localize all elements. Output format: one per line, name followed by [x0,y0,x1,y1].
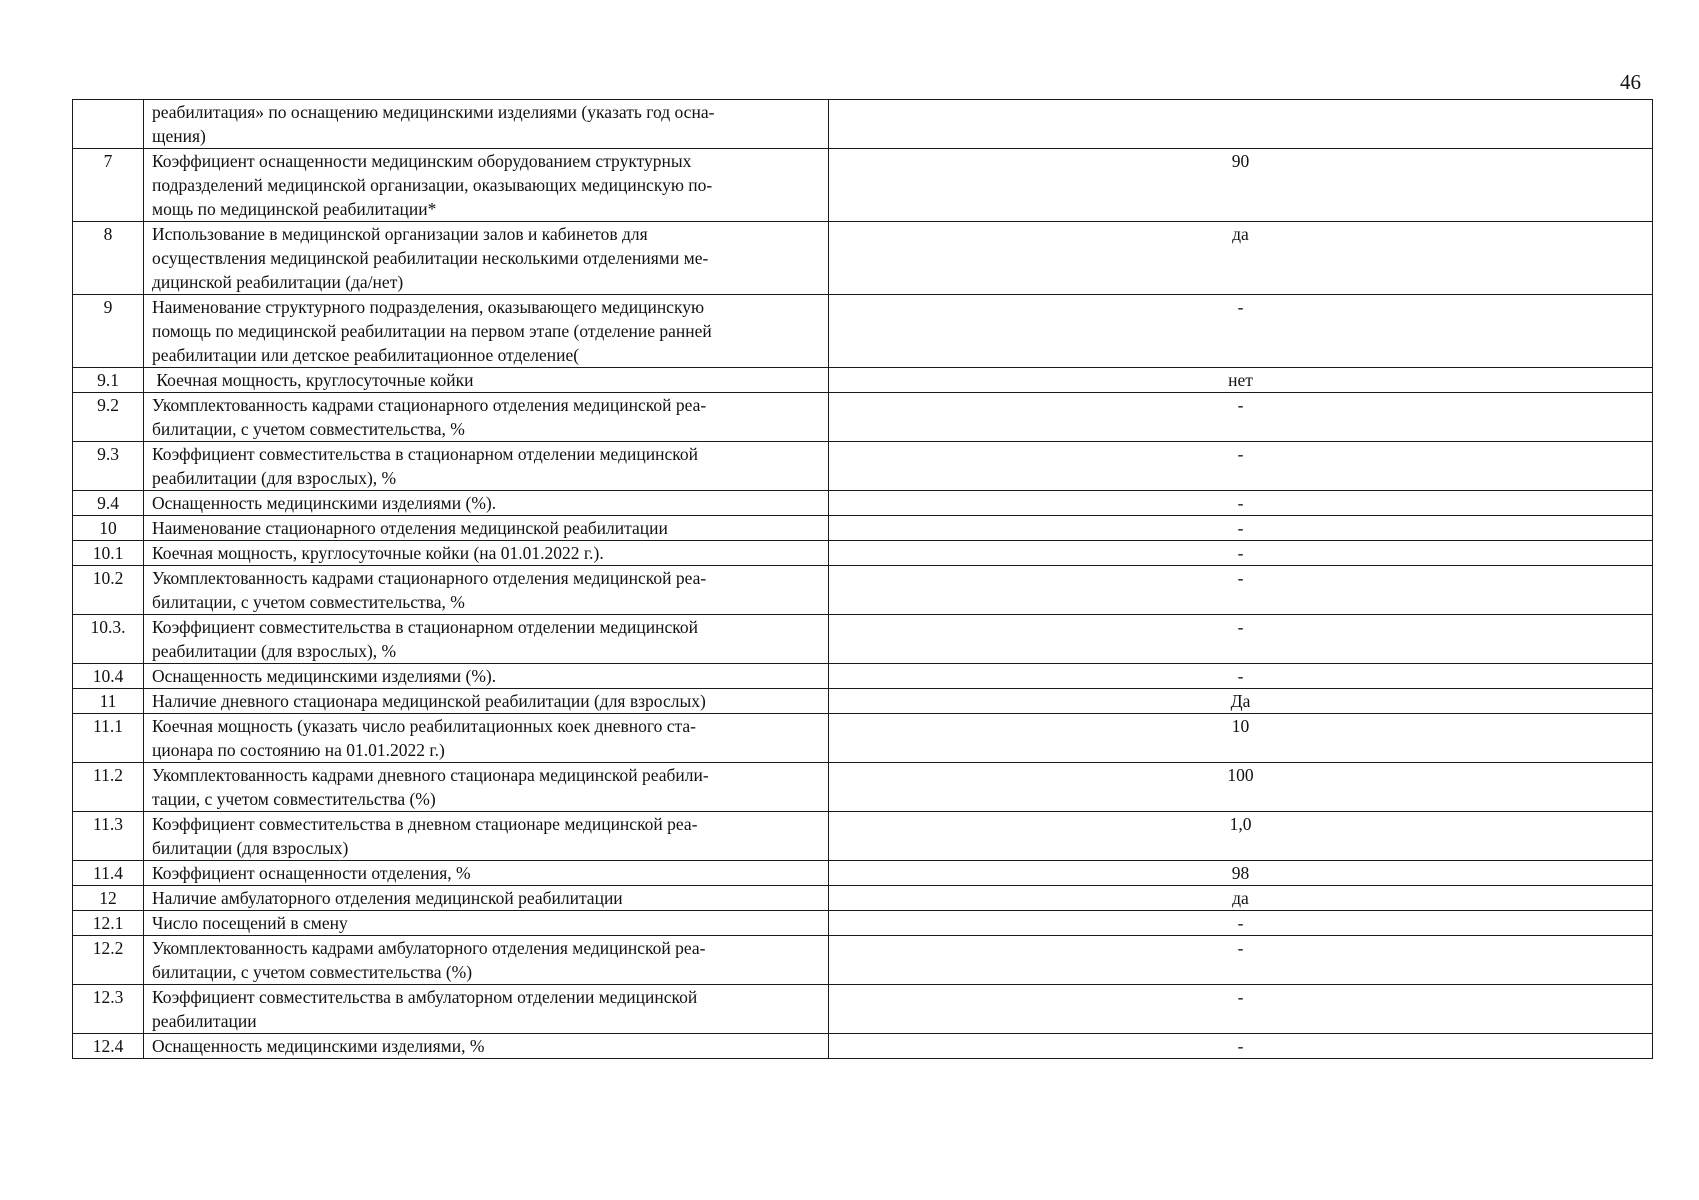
indicator-description [144,812,829,861]
indicator-description [144,985,829,1034]
indicator-value: 100 [829,763,1653,812]
table-row [73,149,1653,222]
table-row [73,714,1653,763]
indicator-description [144,566,829,615]
description-line: Наименование стационарного отделения медицинской реабилитации [152,518,668,538]
indicator-description [144,100,829,149]
description-line: помощь по медицинской реабилитации на первом этапе (отделение ранней [152,321,712,341]
table-body [73,100,1653,1059]
indicator-description [144,664,829,689]
indicator-value: - [829,985,1653,1034]
description-line: Коечная мощность, круглосуточные койки (на 01.01.2022 г.). [152,543,604,563]
description-line: Наименование структурного подразделения, оказывающего медицинскую [152,297,705,317]
table-row [73,1034,1653,1059]
table-row [73,985,1653,1034]
row-number: 12 [73,886,144,911]
table-row [73,491,1653,516]
table-row [73,689,1653,714]
indicator-description [144,491,829,516]
description-line: Коэффициент совместительства в стационарном отделении медицинской [152,617,698,637]
indicator-description [144,368,829,393]
indicator-description [144,222,829,295]
description-line: Оснащенность медицинскими изделиями (%). [152,493,497,513]
row-number: 10 [73,516,144,541]
table-row [73,442,1653,491]
table-row [73,615,1653,664]
indicator-value: да [829,222,1653,295]
row-number: 10.2 [73,566,144,615]
description-line: билитации (для взрослых) [152,838,349,858]
row-number: 9.3 [73,442,144,491]
row-number: 7 [73,149,144,222]
table-row [73,763,1653,812]
indicator-value: - [829,295,1653,368]
indicator-value: - [829,911,1653,936]
row-number: 11.2 [73,763,144,812]
description-line: Наличие амбулаторного отделения медицинской реабилитации [152,888,623,908]
description-line: тации, с учетом совместительства (%) [152,789,436,809]
indicator-description [144,936,829,985]
row-number: 10.1 [73,541,144,566]
indicator-value: Да [829,689,1653,714]
indicator-description [144,541,829,566]
row-number: 11 [73,689,144,714]
indicator-value: - [829,393,1653,442]
description-line: реабилитации или детское реабилитационное отделение( [152,345,580,365]
row-number: 9.2 [73,393,144,442]
description-line: Укомплектованность кадрами дневного стационара медицинской реабили- [152,765,709,785]
description-line: Коэффициент совместительства в дневном стационаре медицинской реа- [152,814,698,834]
description-line: Коэффициент оснащенности медицинским оборудованием структурных [152,151,692,171]
table-row [73,222,1653,295]
indicator-description [144,886,829,911]
indicator-value: - [829,566,1653,615]
row-number: 10.4 [73,664,144,689]
table-row [73,861,1653,886]
description-line: осуществления медицинской реабилитации несколькими отделениями ме- [152,248,709,268]
row-number: 10.3. [73,615,144,664]
indicator-value: 90 [829,149,1653,222]
indicator-value: 98 [829,861,1653,886]
description-line: реабилитация» по оснащению медицинскими изделиями (указать год осна- [152,102,715,122]
description-line: реабилитации [152,1011,257,1031]
description-line: подразделений медицинской организации, оказывающих медицинскую по- [152,175,713,195]
indicator-description [144,393,829,442]
description-line: дицинской реабилитации (да/нет) [152,272,404,292]
description-line: билитации, с учетом совместительства, % [152,592,465,612]
row-number: 12.4 [73,1034,144,1059]
row-number: 12.1 [73,911,144,936]
indicator-description [144,295,829,368]
description-line: билитации, с учетом совместительства, % [152,419,465,439]
table-row [73,100,1653,149]
description-line: Число посещений в смену [152,913,348,933]
indicator-value: да [829,886,1653,911]
indicator-description [144,689,829,714]
indicator-value: - [829,541,1653,566]
row-number: 11.4 [73,861,144,886]
description-line: Коэффициент совместительства в стационарном отделении медицинской [152,444,698,464]
row-number: 8 [73,222,144,295]
row-number: 11.3 [73,812,144,861]
row-number: 9.4 [73,491,144,516]
description-line: реабилитации (для взрослых), % [152,641,397,661]
row-number [73,100,144,149]
indicator-value [829,100,1653,149]
indicator-value: нет [829,368,1653,393]
description-line: Коечная мощность, круглосуточные койки [152,370,474,390]
table-row [73,295,1653,368]
row-number: 12.2 [73,936,144,985]
indicator-value: - [829,1034,1653,1059]
indicator-description [144,911,829,936]
table-row [73,886,1653,911]
description-line: Коэффициент оснащенности отделения, % [152,863,471,883]
description-line: Использование в медицинской организации залов и кабинетов для [152,224,648,244]
indicator-description [144,714,829,763]
indicator-value: - [829,516,1653,541]
row-number: 9.1 [73,368,144,393]
indicator-description [144,763,829,812]
table-row [73,368,1653,393]
indicator-value: - [829,442,1653,491]
indicator-value: - [829,615,1653,664]
indicator-value: - [829,664,1653,689]
description-line: Укомплектованность кадрами стационарного отделения медицинской реа- [152,395,707,415]
indicator-description [144,442,829,491]
indicator-description [144,615,829,664]
description-line: мощь по медицинской реабилитации* [152,199,437,219]
indicator-value: - [829,936,1653,985]
table-row [73,516,1653,541]
description-line: Коэффициент совместительства в амбулаторном отделении медицинской [152,987,698,1007]
table-row [73,664,1653,689]
description-line: билитации, с учетом совместительства (%) [152,962,473,982]
indicator-description [144,149,829,222]
description-line: реабилитации (для взрослых), % [152,468,397,488]
indicator-value: 10 [829,714,1653,763]
table-row [73,936,1653,985]
description-line: Оснащенность медицинскими изделиями, % [152,1036,485,1056]
indicator-description [144,1034,829,1059]
table-row [73,812,1653,861]
table-row [73,911,1653,936]
indicator-value: 1,0 [829,812,1653,861]
description-line: Коечная мощность (указать число реабилитационных коек дневного ста- [152,716,696,736]
description-line: ционара по состоянию на 01.01.2022 г.) [152,740,445,760]
row-number: 9 [73,295,144,368]
page-number: 46 [1620,70,1641,94]
description-line: Укомплектованность кадрами стационарного отделения медицинской реа- [152,568,707,588]
table-row [73,541,1653,566]
row-number: 12.3 [73,985,144,1034]
indicator-value: - [829,491,1653,516]
indicators-table [72,99,1653,1059]
row-number: 11.1 [73,714,144,763]
table-row [73,566,1653,615]
description-line: Укомплектованность кадрами амбулаторного отделения медицинской реа- [152,938,706,958]
indicator-description [144,861,829,886]
indicator-description [144,516,829,541]
description-line: Оснащенность медицинскими изделиями (%). [152,666,497,686]
description-line: Наличие дневного стационара медицинской реабилитации (для взрослых) [152,691,706,711]
description-line: щения) [152,126,206,146]
table-row [73,393,1653,442]
